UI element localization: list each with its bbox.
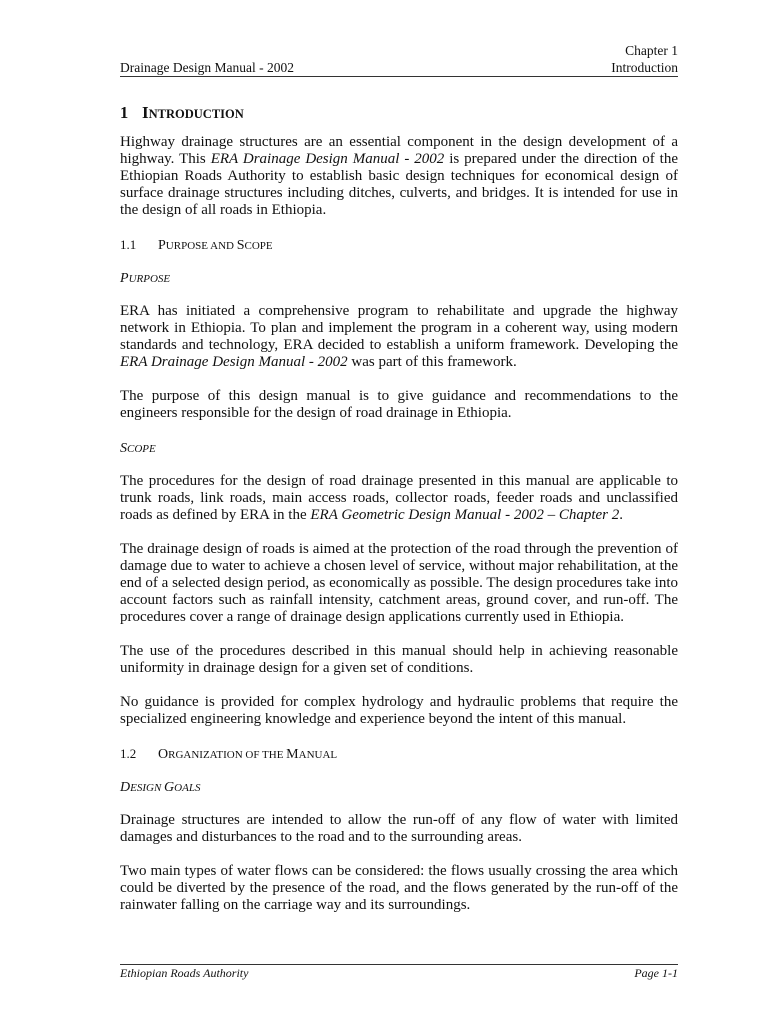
- section-1-2-heading: [120, 745, 678, 764]
- footer-page-number: Page 1-1: [634, 966, 678, 980]
- intro-text-c: is prepared under the direction of the Ethiopian Roads Authority to establish basic design techniques for economical design of surface drainage structures including ditches, culverts, and bridges. It is intended for use in the design of all roads in Ethiopia.: [120, 151, 678, 218]
- section-1-2-title-part: O: [158, 747, 169, 762]
- header-chapter: Chapter 1: [625, 43, 678, 58]
- purpose-p1-text-a: ERA has initiated a comprehensive program to rehabilitate and upgrade the highway network in Ethiopia. To plan and implement the program in a coherent way, using modern standards and technology, ERA decided to establish a uniform framework. Developing the: [120, 303, 678, 353]
- section-1-2-title-part: ANUAL: [298, 749, 338, 761]
- scope-paragraph-1: [120, 473, 678, 524]
- scope-paragraph-3: The use of the procedures described in this manual should help in achieving reasonable uniformity in drainage design for a given set of conditions.: [120, 643, 678, 676]
- intro-text-a: Highway drainage structures are an essential component in the design development of a highway. This: [120, 134, 678, 167]
- section-1-2-title-part: M: [286, 747, 299, 762]
- main-content: [120, 104, 678, 931]
- page-header: [120, 42, 678, 76]
- section-1-1-heading: [120, 236, 678, 255]
- section-1-2-number: 1.2: [120, 746, 137, 761]
- section-1-number: 1: [120, 103, 129, 122]
- page-footer: [120, 966, 678, 980]
- purpose-heading: [120, 269, 678, 288]
- section-1-title-rest: NTRODUCTION: [148, 107, 244, 121]
- goals-heading-part: OALS: [174, 782, 201, 794]
- goals-heading-part: G: [164, 780, 175, 795]
- section-1-1-number: 1.1: [120, 237, 137, 252]
- intro-paragraph: [120, 134, 678, 219]
- purpose-paragraph-2: The purpose of this design manual is to give guidance and recommendations to the engineers responsible for the design of road drainage in Ethiopia.: [120, 388, 678, 421]
- scope-p1-text-a: The procedures for the design of road drainage presented in this manual are applicable to trunk roads, link roads, main access roads, collector roads, feeder roads and unclassified roads as defined by ERA in the: [120, 473, 678, 523]
- purpose-paragraph-1: [120, 303, 678, 371]
- goals-heading-part: D: [120, 780, 131, 795]
- scope-heading-rest: COPE: [127, 443, 156, 455]
- section-1-title-initial: I: [142, 103, 149, 122]
- purpose-heading-initial: P: [120, 271, 129, 286]
- scope-heading-initial: S: [120, 441, 127, 456]
- footer-rule: [120, 964, 678, 965]
- section-1-1-title-part: URPOSE AND: [165, 240, 237, 252]
- goals-paragraph-1: Drainage structures are intended to allow the run-off of any flow of water with limited damages and disturbances to the road and to the surrounding areas.: [120, 812, 678, 845]
- scope-paragraph-4: No guidance is provided for complex hydrology and hydraulic problems that require the specialized engineering knowledge and experience beyond the intent of this manual.: [120, 694, 678, 727]
- header-section-name: Introduction: [611, 60, 678, 75]
- header-right: [611, 42, 678, 76]
- section-1-heading: [120, 104, 678, 123]
- scope-heading: [120, 439, 678, 458]
- scope-p1-text-c: .: [619, 507, 623, 523]
- footer-authority: Ethiopian Roads Authority: [120, 966, 249, 980]
- intro-manual-title: ERA Drainage Design Manual - 2002: [210, 151, 445, 167]
- goals-heading-part: ESIGN: [130, 782, 165, 794]
- design-goals-heading: [120, 778, 678, 797]
- section-1-1-title-part: P: [158, 238, 166, 253]
- purpose-p1-text-c: was part of this framework.: [347, 354, 517, 370]
- section-1-1-title-part: COPE: [244, 240, 273, 252]
- header-rule: [120, 76, 678, 77]
- purpose-heading-rest: URPOSE: [128, 273, 171, 285]
- scope-p1-reference: ERA Geometric Design Manual - 2002 – Chapter 2: [310, 507, 620, 523]
- scope-paragraph-2: The drainage design of roads is aimed at the protection of the road through the prevention of damage due to water to achieve a chosen level of service, without major rehabilitation, at the end of a selected design period, as economically as possible. The design procedures take into account factors such as rainfall intensity, catchment areas, ground cover, and run-off. The procedures cover a range of drainage design applications currently used in Ethiopia.: [120, 541, 678, 625]
- purpose-p1-manual-title: ERA Drainage Design Manual - 2002: [120, 354, 348, 370]
- header-manual-title: Drainage Design Manual - 2002: [120, 60, 294, 75]
- section-1-1-title-part: S: [236, 238, 245, 253]
- section-1-2-title-part: RGANIZATION OF THE: [168, 749, 287, 761]
- goals-paragraph-2: Two main types of water flows can be considered: the flows usually crossing the area which could be diverted by the presence of the road, and the flows generated by the run-off of the rainwater falling on the carriage way and its surroundings.: [120, 863, 678, 913]
